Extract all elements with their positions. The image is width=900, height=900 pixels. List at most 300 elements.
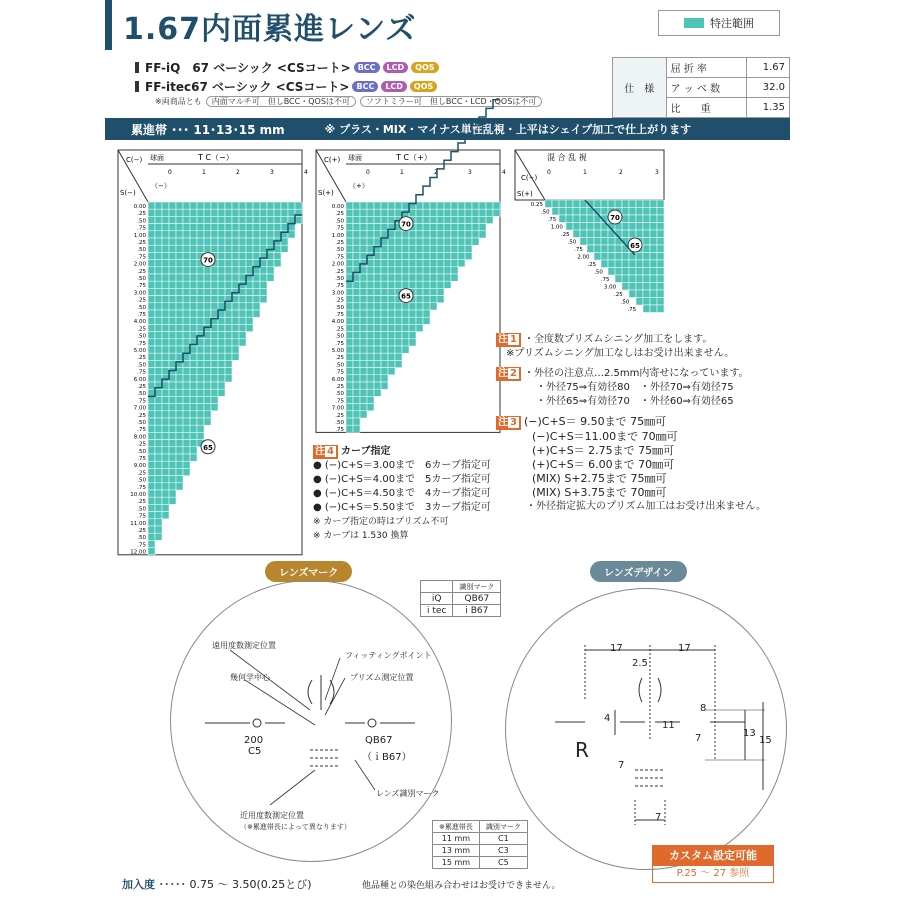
cell bbox=[409, 252, 416, 259]
cell bbox=[176, 483, 183, 490]
cell bbox=[204, 288, 211, 295]
cell bbox=[430, 224, 437, 231]
cell bbox=[381, 252, 388, 259]
cell bbox=[155, 483, 162, 490]
cell bbox=[281, 202, 288, 209]
cell bbox=[458, 231, 465, 238]
s-label: .50 bbox=[335, 333, 344, 340]
cell bbox=[437, 209, 444, 216]
cell bbox=[190, 224, 197, 231]
cell bbox=[381, 267, 388, 274]
cell bbox=[465, 252, 472, 259]
cell bbox=[197, 404, 204, 411]
cell bbox=[155, 440, 162, 447]
cell bbox=[622, 268, 629, 276]
cell bbox=[594, 238, 601, 246]
s-label: .25 bbox=[335, 297, 344, 304]
cell bbox=[218, 260, 225, 267]
cell bbox=[479, 216, 486, 223]
cell bbox=[395, 353, 402, 360]
cell bbox=[218, 382, 225, 389]
cell bbox=[162, 353, 169, 360]
cell bbox=[218, 209, 225, 216]
cell bbox=[472, 216, 479, 223]
cell bbox=[360, 360, 367, 367]
cell bbox=[211, 209, 218, 216]
cell bbox=[162, 368, 169, 375]
cell bbox=[260, 281, 267, 288]
cell bbox=[239, 339, 246, 346]
cell bbox=[367, 396, 374, 403]
label-near: 近用度数測定位置 bbox=[240, 811, 304, 820]
cell bbox=[472, 224, 479, 231]
cell bbox=[183, 332, 190, 339]
s-label: .50 bbox=[335, 247, 344, 254]
s-label: .25 bbox=[137, 470, 146, 477]
cell bbox=[381, 353, 388, 360]
cell bbox=[155, 216, 162, 223]
cell bbox=[374, 224, 381, 231]
cell bbox=[395, 245, 402, 252]
cell bbox=[190, 389, 197, 396]
cell bbox=[197, 411, 204, 418]
cell bbox=[374, 368, 381, 375]
cell bbox=[190, 425, 197, 432]
s-label: .75 bbox=[335, 340, 344, 347]
corridor-band bbox=[105, 118, 790, 140]
cell bbox=[367, 224, 374, 231]
top-tick: 0 bbox=[547, 169, 551, 176]
cell bbox=[218, 368, 225, 375]
cell bbox=[409, 267, 416, 274]
cell bbox=[148, 389, 155, 396]
cell bbox=[395, 360, 402, 367]
cell bbox=[183, 260, 190, 267]
dim-17-right: 17 bbox=[678, 643, 691, 654]
cell bbox=[204, 202, 211, 209]
cell bbox=[211, 202, 218, 209]
cell bbox=[155, 404, 162, 411]
cell bbox=[353, 324, 360, 331]
cell bbox=[367, 353, 374, 360]
cell bbox=[162, 454, 169, 461]
cell bbox=[260, 231, 267, 238]
cell bbox=[197, 353, 204, 360]
cell bbox=[493, 209, 500, 216]
cell bbox=[211, 238, 218, 245]
cell bbox=[388, 317, 395, 324]
cell bbox=[183, 404, 190, 411]
cell bbox=[636, 298, 643, 306]
cell bbox=[367, 382, 374, 389]
label-add: 200 bbox=[244, 735, 264, 746]
cell bbox=[148, 425, 155, 432]
cell bbox=[239, 267, 246, 274]
cell bbox=[190, 368, 197, 375]
cell bbox=[197, 209, 204, 216]
cell bbox=[381, 296, 388, 303]
add-power: 加入度 ･････ 0.75 ～ 3.50(0.25とび) bbox=[122, 878, 312, 891]
cell bbox=[657, 260, 664, 268]
product-2-name: FF-itec67 ベーシック <CSコート> bbox=[145, 80, 350, 94]
cell bbox=[218, 281, 225, 288]
mix-label: .50 bbox=[567, 239, 577, 246]
cell bbox=[650, 208, 657, 216]
cell bbox=[211, 216, 218, 223]
mix-label: .50 bbox=[620, 299, 630, 306]
cell bbox=[493, 202, 500, 209]
cell bbox=[253, 288, 260, 295]
cell bbox=[232, 339, 239, 346]
cell bbox=[218, 317, 225, 324]
cell bbox=[374, 296, 381, 303]
cell bbox=[267, 231, 274, 238]
cell bbox=[260, 216, 267, 223]
cell bbox=[162, 296, 169, 303]
cell bbox=[465, 238, 472, 245]
cell bbox=[169, 209, 176, 216]
cell bbox=[211, 404, 218, 411]
s-label: .50 bbox=[335, 304, 344, 311]
cell bbox=[360, 375, 367, 382]
cell bbox=[246, 303, 253, 310]
cell bbox=[437, 224, 444, 231]
cell bbox=[155, 490, 162, 497]
cell bbox=[260, 209, 267, 216]
cell bbox=[162, 396, 169, 403]
cell bbox=[232, 346, 239, 353]
cell bbox=[253, 281, 260, 288]
cell bbox=[148, 360, 155, 367]
cell bbox=[559, 200, 566, 208]
cell bbox=[246, 267, 253, 274]
cell bbox=[267, 252, 274, 259]
cell bbox=[409, 238, 416, 245]
cell bbox=[346, 224, 353, 231]
cell bbox=[587, 245, 594, 253]
mix-label: 3.00 bbox=[603, 284, 617, 291]
cell bbox=[218, 310, 225, 317]
cell bbox=[444, 216, 451, 223]
cell bbox=[416, 296, 423, 303]
cell bbox=[423, 252, 430, 259]
cell bbox=[218, 238, 225, 245]
cell bbox=[197, 382, 204, 389]
cell bbox=[190, 396, 197, 403]
cell bbox=[458, 238, 465, 245]
cell bbox=[204, 418, 211, 425]
product-2 bbox=[135, 78, 437, 95]
cell bbox=[580, 230, 587, 238]
cell bbox=[148, 512, 155, 519]
cell bbox=[232, 202, 239, 209]
cell bbox=[190, 274, 197, 281]
cell bbox=[162, 360, 169, 367]
cell bbox=[204, 339, 211, 346]
cell bbox=[374, 267, 381, 274]
cell bbox=[253, 209, 260, 216]
cell bbox=[197, 245, 204, 252]
cell bbox=[346, 288, 353, 295]
cell bbox=[437, 231, 444, 238]
cell bbox=[155, 231, 162, 238]
cell bbox=[629, 215, 636, 223]
cell bbox=[580, 215, 587, 223]
top-tick: 4 bbox=[502, 169, 506, 176]
badge-lcd: LCD bbox=[383, 62, 409, 73]
badge-bcc: BCC bbox=[354, 62, 380, 73]
cell bbox=[155, 353, 162, 360]
cell bbox=[388, 303, 395, 310]
cell bbox=[225, 332, 232, 339]
cell bbox=[486, 202, 493, 209]
cell bbox=[169, 267, 176, 274]
cell bbox=[472, 209, 479, 216]
cell bbox=[176, 468, 183, 475]
cell bbox=[155, 512, 162, 519]
cell bbox=[353, 375, 360, 382]
cell bbox=[360, 216, 367, 223]
cell bbox=[360, 324, 367, 331]
cell bbox=[232, 260, 239, 267]
cell bbox=[374, 353, 381, 360]
cell bbox=[162, 404, 169, 411]
cell bbox=[190, 288, 197, 295]
cell bbox=[267, 260, 274, 267]
cell bbox=[444, 252, 451, 259]
s-label: 4.00 bbox=[331, 319, 344, 326]
cell bbox=[204, 267, 211, 274]
cell bbox=[162, 274, 169, 281]
cell bbox=[423, 209, 430, 216]
cell bbox=[148, 526, 155, 533]
cell bbox=[430, 245, 437, 252]
mix-label: .75 bbox=[600, 277, 610, 283]
cell bbox=[573, 230, 580, 238]
cell bbox=[169, 216, 176, 223]
cell bbox=[402, 238, 409, 245]
cell bbox=[360, 368, 367, 375]
cell bbox=[388, 332, 395, 339]
cell bbox=[353, 288, 360, 295]
cell bbox=[176, 274, 183, 281]
cell bbox=[458, 252, 465, 259]
cell bbox=[197, 274, 204, 281]
cell bbox=[155, 288, 162, 295]
cell bbox=[211, 339, 218, 346]
cell bbox=[190, 418, 197, 425]
cell bbox=[643, 305, 650, 313]
cell bbox=[367, 238, 374, 245]
cell bbox=[629, 208, 636, 216]
cell bbox=[472, 202, 479, 209]
cell bbox=[155, 396, 162, 403]
cell bbox=[232, 252, 239, 259]
chart-tc-plus bbox=[316, 150, 506, 434]
cell bbox=[232, 310, 239, 317]
s-label: .50 bbox=[137, 276, 146, 282]
cell bbox=[176, 346, 183, 353]
s-label: .50 bbox=[335, 362, 344, 369]
cell bbox=[183, 310, 190, 317]
cell bbox=[148, 260, 155, 267]
cell bbox=[402, 324, 409, 331]
cell bbox=[260, 296, 267, 303]
cell bbox=[360, 332, 367, 339]
cell bbox=[225, 310, 232, 317]
cell bbox=[437, 260, 444, 267]
cell bbox=[374, 375, 381, 382]
cell bbox=[430, 274, 437, 281]
cell bbox=[232, 216, 239, 223]
cell bbox=[636, 260, 643, 268]
cell bbox=[381, 382, 388, 389]
cell bbox=[211, 296, 218, 303]
cell bbox=[360, 245, 367, 252]
cell bbox=[148, 418, 155, 425]
cell bbox=[176, 411, 183, 418]
cell bbox=[197, 317, 204, 324]
cell bbox=[451, 238, 458, 245]
cell bbox=[183, 317, 190, 324]
cell bbox=[176, 396, 183, 403]
cell bbox=[148, 476, 155, 483]
cell bbox=[162, 461, 169, 468]
cell bbox=[458, 216, 465, 223]
cell bbox=[148, 497, 155, 504]
band-left: 累進帯 ･･･ 11･13･15 mm bbox=[131, 122, 285, 137]
cell bbox=[388, 245, 395, 252]
cell bbox=[211, 396, 218, 403]
cell bbox=[155, 461, 162, 468]
cell bbox=[246, 245, 253, 252]
cell bbox=[176, 332, 183, 339]
cell bbox=[615, 260, 622, 268]
s-label: 11.00 bbox=[130, 520, 146, 527]
s-label: .25 bbox=[137, 297, 146, 304]
cell bbox=[636, 253, 643, 261]
s-label: .75 bbox=[137, 427, 146, 434]
cell bbox=[629, 290, 636, 298]
cell bbox=[374, 389, 381, 396]
cell bbox=[162, 339, 169, 346]
cell bbox=[274, 202, 281, 209]
cell bbox=[176, 375, 183, 382]
s-label: 5.00 bbox=[133, 348, 146, 354]
cell bbox=[353, 346, 360, 353]
cell bbox=[423, 260, 430, 267]
cell bbox=[239, 209, 246, 216]
cell bbox=[197, 267, 204, 274]
cell bbox=[176, 317, 183, 324]
s-label: .50 bbox=[335, 420, 344, 426]
cell bbox=[155, 252, 162, 259]
cell bbox=[388, 281, 395, 288]
cell bbox=[148, 447, 155, 454]
cell bbox=[430, 209, 437, 216]
cell bbox=[374, 303, 381, 310]
cell bbox=[402, 317, 409, 324]
kyumen: 球面 bbox=[150, 154, 164, 162]
s-label: .75 bbox=[335, 398, 344, 405]
cell bbox=[594, 230, 601, 238]
cell bbox=[601, 253, 608, 261]
cell bbox=[162, 411, 169, 418]
cell bbox=[430, 303, 437, 310]
cell bbox=[451, 224, 458, 231]
s-label: 3.00 bbox=[331, 290, 344, 297]
cell bbox=[657, 253, 664, 261]
cell bbox=[204, 224, 211, 231]
cell bbox=[218, 202, 225, 209]
cell bbox=[148, 267, 155, 274]
cell bbox=[218, 274, 225, 281]
cell bbox=[465, 216, 472, 223]
cell bbox=[162, 476, 169, 483]
cell bbox=[657, 245, 664, 253]
cell bbox=[395, 317, 402, 324]
s-label: .25 bbox=[137, 355, 146, 362]
cell bbox=[479, 209, 486, 216]
cell bbox=[657, 268, 664, 276]
cell bbox=[416, 209, 423, 216]
cell bbox=[197, 346, 204, 353]
label-qb: QB67 bbox=[365, 735, 393, 746]
cell bbox=[155, 411, 162, 418]
cell bbox=[416, 252, 423, 259]
cell bbox=[643, 238, 650, 246]
cell bbox=[169, 389, 176, 396]
cell bbox=[148, 454, 155, 461]
cell bbox=[281, 238, 288, 245]
cell bbox=[169, 231, 176, 238]
cell bbox=[155, 432, 162, 439]
cell bbox=[643, 208, 650, 216]
cell bbox=[253, 252, 260, 259]
cell bbox=[204, 303, 211, 310]
cell bbox=[253, 202, 260, 209]
cell bbox=[148, 310, 155, 317]
cell bbox=[162, 389, 169, 396]
cell bbox=[367, 216, 374, 223]
cell bbox=[353, 368, 360, 375]
cell bbox=[559, 208, 566, 216]
cell bbox=[246, 324, 253, 331]
cell bbox=[472, 231, 479, 238]
cell bbox=[346, 216, 353, 223]
cell bbox=[204, 375, 211, 382]
cell bbox=[204, 209, 211, 216]
cell bbox=[430, 260, 437, 267]
s-label: 6.00 bbox=[133, 376, 146, 383]
cell bbox=[225, 375, 232, 382]
cell bbox=[218, 324, 225, 331]
badge-qos: QOS bbox=[411, 62, 438, 73]
cell bbox=[295, 202, 302, 209]
s-label: .75 bbox=[335, 312, 344, 318]
cell bbox=[274, 260, 281, 267]
cell bbox=[601, 260, 608, 268]
cell bbox=[458, 202, 465, 209]
sign: （−） bbox=[151, 182, 171, 190]
cell bbox=[381, 360, 388, 367]
id-mark-table: 識別マーク iQ QB67 i tec i B67 bbox=[420, 580, 501, 617]
s-label: 9.00 bbox=[133, 463, 146, 470]
cell bbox=[346, 368, 353, 375]
cell bbox=[381, 209, 388, 216]
legend-label: 特注範囲 bbox=[710, 17, 754, 30]
cell bbox=[650, 305, 657, 313]
